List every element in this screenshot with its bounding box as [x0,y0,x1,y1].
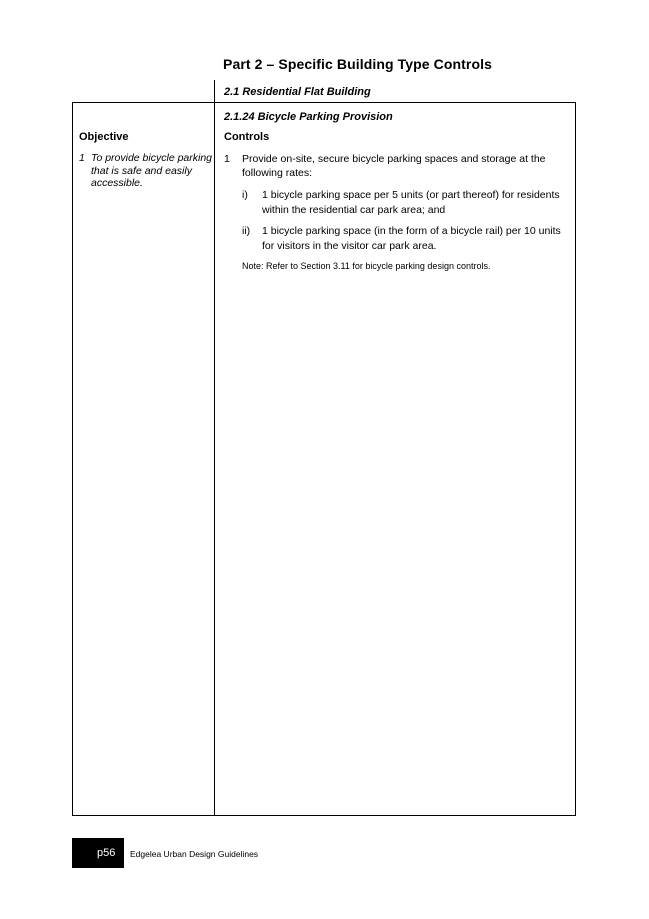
column-divider-top [214,80,215,102]
control-subitem [242,188,562,217]
page-number: p56 [97,847,116,859]
controls-heading: Controls [224,131,270,143]
objective-number: 1 [79,152,85,164]
control-number: 1 [224,153,230,165]
objective-item [79,152,213,190]
controls-note: Note: Refer to Section 3.11 for bicycle parking design controls. [242,261,491,271]
objective-heading: Objective [79,131,129,143]
subitem-text: 1 bicycle parking space (in the form of a bicycle rail) per 10 units for visitors in the visitor car park area. [262,225,561,252]
control-item [224,152,564,180]
subsection-heading: 2.1.24 Bicycle Parking Provision [224,111,393,123]
objective-text: To provide bicycle parking that is safe and easily accessible. [91,152,213,189]
footer-title: Edgelea Urban Design Guidelines [130,849,259,859]
control-subitem [242,224,562,253]
subitem-number: i) [242,189,248,201]
subitem-number: ii) [242,225,251,237]
subitem-text: 1 bicycle parking space per 5 units (or part thereof) for residents within the residential car park area; and [262,189,560,216]
column-divider [214,102,215,816]
page-title: Part 2 – Specific Building Type Controls [223,56,493,72]
control-text: Provide on-site, secure bicycle parking spaces and storage at the following rates: [242,153,546,179]
section-heading: 2.1 Residential Flat Building [224,86,371,98]
